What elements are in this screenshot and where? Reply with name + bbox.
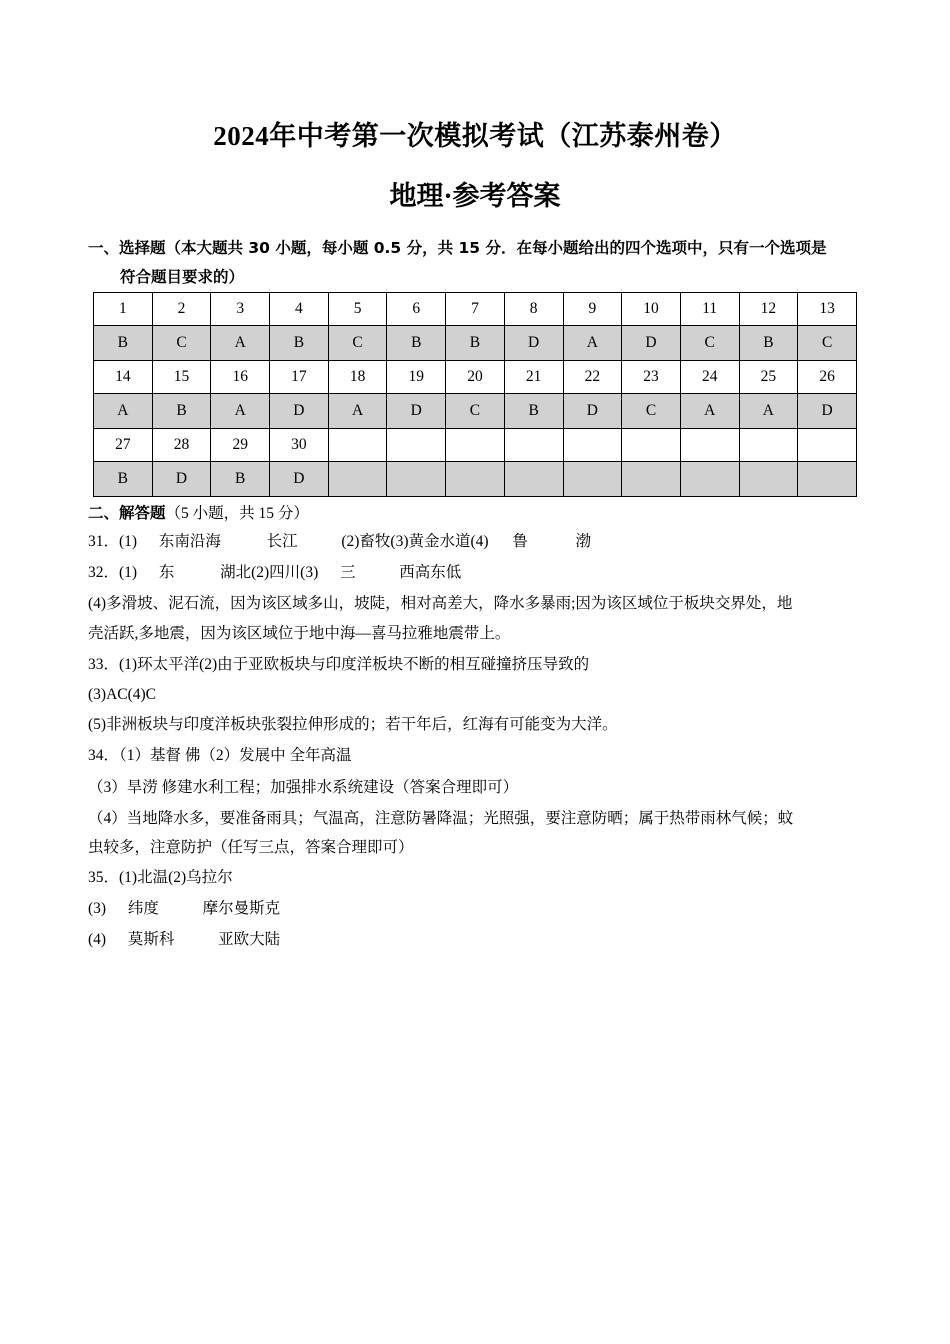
question-number-cell: 29 xyxy=(211,429,270,462)
question-number-cell: 28 xyxy=(152,429,211,462)
question-number-cell: 10 xyxy=(622,293,681,326)
answer-cell: B xyxy=(504,394,563,429)
q35-2-part: (3) xyxy=(88,900,107,917)
answer-cell: D xyxy=(152,462,211,497)
section1-heading-text: 一、选择题（本大题共 30 小题，每小题 0.5 分，共 15 分．在每小题给出的四个选项中，只有一个选项是 xyxy=(88,239,827,257)
answer-cell: B xyxy=(270,326,329,361)
answer-cell xyxy=(739,462,798,497)
question-number-cell: 24 xyxy=(680,361,739,394)
q35-3-part: (4) xyxy=(88,931,107,948)
q32-part: 32．(1) xyxy=(88,564,138,581)
q32-part: 西高东低 xyxy=(399,564,462,581)
answer-cell: D xyxy=(387,394,446,429)
question-number-cell: 25 xyxy=(739,361,798,394)
question-number-cell: 9 xyxy=(563,293,622,326)
answer-cell: B xyxy=(211,462,270,497)
question-number-cell: 8 xyxy=(504,293,563,326)
answer-cell: A xyxy=(211,394,270,429)
answer-cell: C xyxy=(446,394,505,429)
q31-part: 东南沿海 xyxy=(158,533,221,550)
question-number-cell: 19 xyxy=(387,361,446,394)
question-number-cell: 16 xyxy=(211,361,270,394)
question-number-cell: 6 xyxy=(387,293,446,326)
answer-cell: A xyxy=(94,394,153,429)
question-number-cell xyxy=(563,429,622,462)
q32-part: 东 xyxy=(158,564,175,581)
section2-heading-note: （5 小题，共 15 分） xyxy=(165,505,309,522)
table-row-answers xyxy=(94,326,857,361)
answer-cell xyxy=(563,462,622,497)
question-number-cell: 30 xyxy=(270,429,329,462)
table-row-question-numbers xyxy=(94,429,857,462)
answer-cell xyxy=(504,462,563,497)
answer-cell: B xyxy=(152,394,211,429)
question-number-cell: 1 xyxy=(94,293,153,326)
answer-cell xyxy=(328,462,387,497)
question-number-cell xyxy=(798,429,857,462)
answer-table xyxy=(93,292,857,497)
answer-cell: D xyxy=(504,326,563,361)
question-number-cell xyxy=(387,429,446,462)
answer-q35-3 xyxy=(88,930,868,950)
question-number-cell: 13 xyxy=(798,293,857,326)
answer-q35-1: 35．(1)北温(2)乌拉尔 xyxy=(88,869,233,886)
question-number-cell xyxy=(680,429,739,462)
section2-heading-text: 二、解答题 xyxy=(88,504,166,522)
question-number-cell: 26 xyxy=(798,361,857,394)
question-number-cell: 23 xyxy=(622,361,681,394)
question-number-cell xyxy=(739,429,798,462)
answer-cell xyxy=(680,462,739,497)
answer-cell xyxy=(798,462,857,497)
question-number-cell: 11 xyxy=(680,293,739,326)
section1-heading-cont xyxy=(120,265,244,287)
answer-q34-1: 34．（1）基督 佛（2）发展中 全年高温 xyxy=(88,747,352,764)
answer-cell: C xyxy=(328,326,387,361)
answer-cell: C xyxy=(680,326,739,361)
table-row-question-numbers xyxy=(94,361,857,394)
answer-q32 xyxy=(88,563,868,583)
answer-q34-2: （3）旱涝 修建水利工程；加强排水系统建设（答案合理即可） xyxy=(88,779,519,796)
question-number-cell xyxy=(328,429,387,462)
q32-part: 湖北(2)四川(3) xyxy=(220,564,319,581)
answer-cell: B xyxy=(94,462,153,497)
answer-q31 xyxy=(88,532,868,552)
answer-cell: D xyxy=(563,394,622,429)
section1-heading xyxy=(88,236,826,258)
section1-heading-cont-text: 符合题目要求的） xyxy=(120,268,245,286)
answer-cell: B xyxy=(94,326,153,361)
q31-part: 渤 xyxy=(575,533,592,550)
table-row-answers xyxy=(94,462,857,497)
page-title: 2024年中考第一次模拟考试（江苏泰州卷） xyxy=(213,121,737,151)
answer-cell: A xyxy=(563,326,622,361)
question-number-cell: 17 xyxy=(270,361,329,394)
question-number-cell: 18 xyxy=(328,361,387,394)
page-subtitle: 地理·参考答案 xyxy=(389,181,561,211)
table-row-question-numbers xyxy=(94,293,857,326)
q35-2-part: 摩尔曼斯克 xyxy=(202,900,281,917)
q31-part: 鲁 xyxy=(512,533,528,550)
q35-3-part: 莫斯科 xyxy=(127,931,175,948)
question-number-cell: 5 xyxy=(328,293,387,326)
answer-cell: C xyxy=(152,326,211,361)
answer-q32-4a: (4)多滑坡、泥石流，因为该区域多山，坡陡，相对高差大，降水多暴雨;因为该区域位于板块交界处，地 xyxy=(88,595,793,612)
answer-cell: D xyxy=(622,326,681,361)
answer-cell xyxy=(387,462,446,497)
answer-q35-2 xyxy=(88,899,868,919)
answer-q34-3a: （4）当地降水多，要准备雨具；气温高，注意防暑降温；光照强，要注意防晒；属于热带雨林气候；蚊 xyxy=(88,810,794,827)
q31-part: 31．(1) xyxy=(88,533,138,550)
answer-cell: A xyxy=(739,394,798,429)
table-row-answers xyxy=(94,394,857,429)
answer-cell: D xyxy=(270,462,329,497)
answer-cell: B xyxy=(446,326,505,361)
answer-cell: D xyxy=(270,394,329,429)
question-number-cell: 2 xyxy=(152,293,211,326)
answer-cell xyxy=(622,462,681,497)
answer-q32-4b: 壳活跃,多地震，因为该区域位于地中海—喜马拉雅地震带上。 xyxy=(88,625,511,642)
answer-q33-3: (5)非洲板块与印度洋板块张裂拉伸形成的；若干年后，红海有可能变为大洋。 xyxy=(88,716,618,733)
question-number-cell: 7 xyxy=(446,293,505,326)
question-number-cell xyxy=(622,429,681,462)
answer-cell: B xyxy=(387,326,446,361)
question-number-cell: 12 xyxy=(739,293,798,326)
answer-cell: B xyxy=(739,326,798,361)
answer-cell: D xyxy=(798,394,857,429)
answer-q33-1: 33．(1)环太平洋(2)由于亚欧板块与印度洋板块不断的相互碰撞挤压导致的 xyxy=(88,656,590,673)
q35-2-part: 纬度 xyxy=(127,900,159,917)
q31-part: 长江 xyxy=(266,533,298,550)
question-number-cell: 27 xyxy=(94,429,153,462)
answer-q34-3b: 虫较多，注意防护（任写三点，答案合理即可） xyxy=(88,839,414,856)
answer-q33-2: (3)AC(4)C xyxy=(88,686,157,703)
question-number-cell: 20 xyxy=(446,361,505,394)
answer-cell: A xyxy=(328,394,387,429)
question-number-cell xyxy=(446,429,505,462)
answer-cell xyxy=(446,462,505,497)
question-number-cell: 14 xyxy=(94,361,153,394)
answer-cell: C xyxy=(622,394,681,429)
question-number-cell: 15 xyxy=(152,361,211,394)
question-number-cell xyxy=(504,429,563,462)
question-number-cell: 3 xyxy=(211,293,270,326)
q32-part: 三 xyxy=(340,564,356,581)
answer-cell: A xyxy=(211,326,270,361)
question-number-cell: 22 xyxy=(563,361,622,394)
answer-cell: C xyxy=(798,326,857,361)
q31-part: (2)畜牧(3)黄金水道(4) xyxy=(341,533,489,550)
question-number-cell: 4 xyxy=(270,293,329,326)
section2-heading xyxy=(88,501,309,523)
q35-3-part: 亚欧大陆 xyxy=(218,931,281,948)
answer-cell: A xyxy=(680,394,739,429)
question-number-cell: 21 xyxy=(504,361,563,394)
